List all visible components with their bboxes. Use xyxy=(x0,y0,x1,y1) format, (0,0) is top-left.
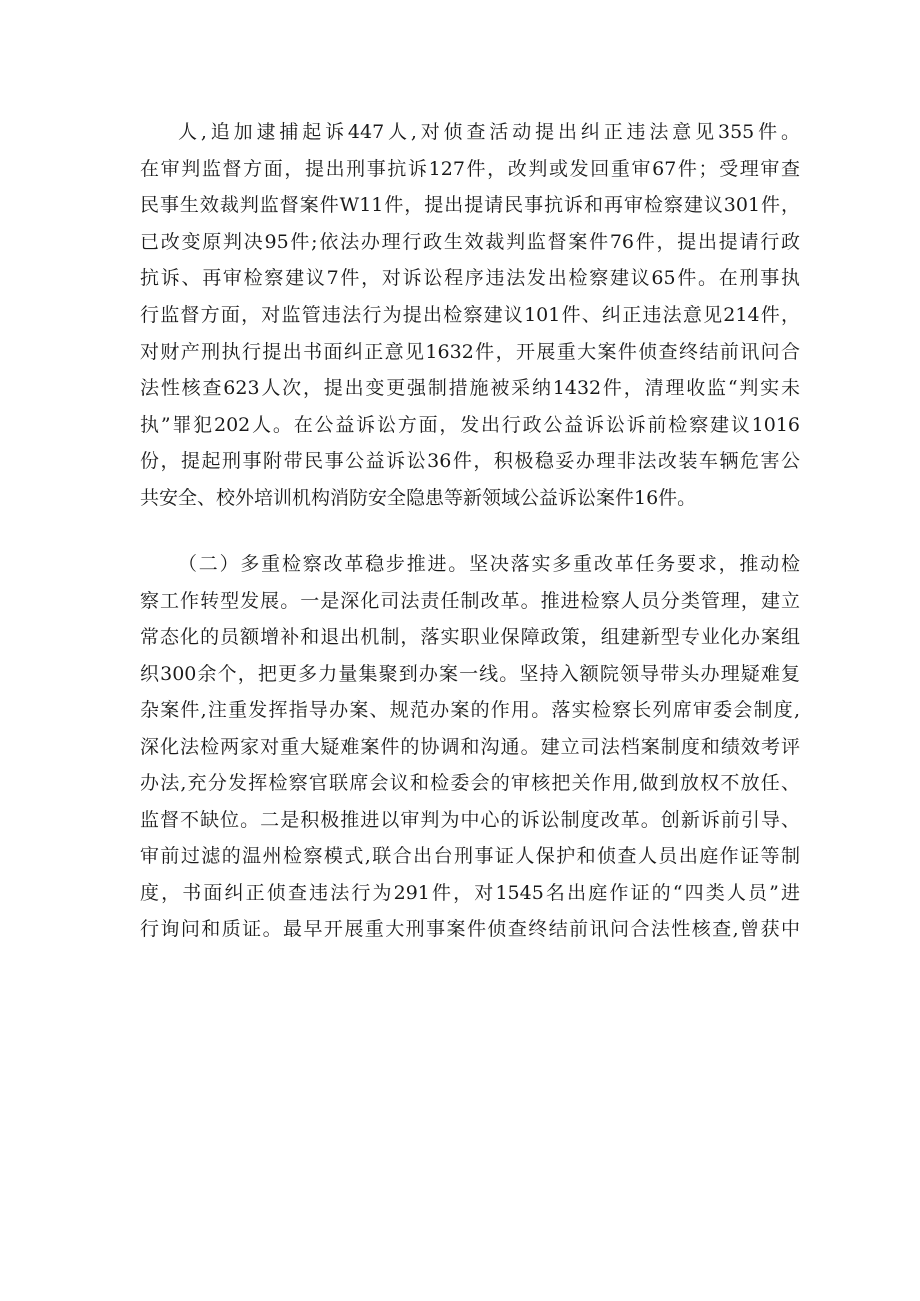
paragraph-2-line-8: 监督不缺位。二是积极推进以审判为中心的诉讼制度改革。创新诉前引导、 xyxy=(140,809,800,831)
paragraph-2-line-9: 审前过滤的温州检察模式,联合出台刑事证人保护和侦查人员出庭作证等制 xyxy=(140,845,800,867)
paragraph-2-line-4: 织300余个，把更多力量集聚到办案一线。坚持入额院领导带头办理疑难复 xyxy=(140,663,800,685)
paragraph-1-line-8: 法性核查623人次，提出变更强制措施被采纳1432件，清理收监“判实未 xyxy=(140,377,800,399)
paragraph-1-line-3: 民事生效裁判监督案件W11件，提出提请民事抗诉和再审检察建议301件， xyxy=(140,194,800,216)
paragraph-2-line-3: 常态化的员额增补和退出机制，落实职业保障政策，组建新型专业化办案组 xyxy=(140,626,800,648)
paragraph-1-line-9: 执”罪犯202人。在公益诉讼方面，发出行政公益诉讼诉前检察建议1016 xyxy=(140,414,800,436)
paragraph-1-line-11: 共安全、校外培训机构消防安全隐患等新领域公益诉讼案件16件。 xyxy=(140,487,697,509)
paragraph-2-line-10: 度，书面纠正侦查违法行为291件，对1545名出庭作证的“四类人员”进 xyxy=(140,882,800,904)
paragraph-1-line-2: 在审判监督方面，提出刑事抗诉127件，改判或发回重审67件；受理审查 xyxy=(140,158,800,180)
paragraph-1-line-4: 已改变原判决95件;依法办理行政生效裁判监督案件76件，提出提请行政 xyxy=(140,231,800,253)
paragraph-2-line-6: 深化法检两家对重大疑难案件的协调和沟通。建立司法档案制度和绩效考评 xyxy=(140,736,800,758)
paragraph-1-line-10: 份，提起刑事附带民事公益诉讼36件，积极稳妥办理非法改装车辆危害公 xyxy=(140,450,800,472)
paragraph-2-line-11: 行询问和质证。最早开展重大刑事案件侦查终结前讯问合法性核查,曾获中 xyxy=(140,918,800,940)
paragraph-1-line-6: 行监督方面，对监管违法行为提出检察建议101件、纠正违法意见214件， xyxy=(140,304,800,326)
paragraph-2-line-2: 察工作转型发展。一是深化司法责任制改革。推进检察人员分类管理，建立 xyxy=(140,590,800,612)
paragraph-2-line-5: 杂案件,注重发挥指导办案、规范办案的作用。落实检察长列席审委会制度, xyxy=(140,699,800,721)
paragraph-1-line-5: 抗诉、再审检察建议7件，对诉讼程序违法发出检察建议65件。在刑事执 xyxy=(140,267,800,289)
paragraph-2-line-1: （二）多重检察改革稳步推进。坚决落实多重改革任务要求，推动检 xyxy=(178,553,800,575)
paragraph-1-line-7: 对财产刑执行提出书面纠正意见1632件，开展重大案件侦查终结前讯问合 xyxy=(140,341,800,363)
paragraph-2-line-7: 办法,充分发挥检察官联席会议和检委会的审核把关作用,做到放权不放任、 xyxy=(140,772,800,794)
paragraph-1-line-1: 人,追加逮捕起诉447人,对侦查活动提出纠正违法意见355件。 xyxy=(178,121,800,143)
